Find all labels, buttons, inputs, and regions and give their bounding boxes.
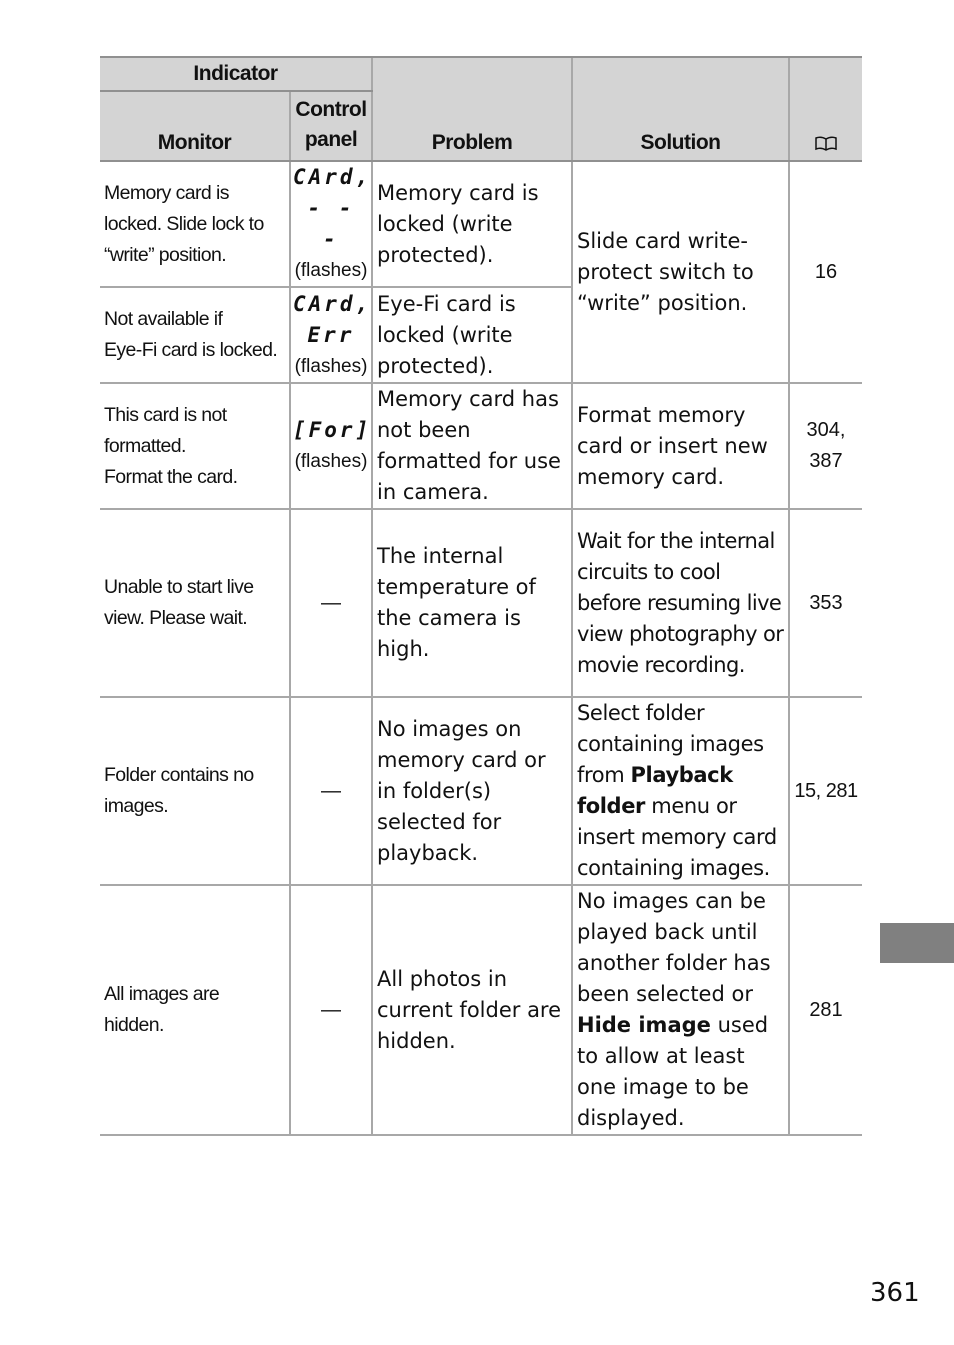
problem-text: The internal temperature of the camera is high. bbox=[372, 509, 572, 697]
problem-text: All photos in current folder are hidden. bbox=[372, 885, 572, 1135]
monitor-message: Folder contains no images. bbox=[100, 697, 290, 885]
page-reference: 281 bbox=[789, 885, 862, 1135]
problem-text: No images on memory card or in folder(s) selected for playback. bbox=[372, 697, 572, 885]
flashes-note: (flashes) bbox=[294, 260, 368, 281]
control-panel-indicator: — bbox=[290, 697, 372, 885]
monitor-message: Unable to start live view. Please wait. bbox=[100, 509, 290, 697]
flashes-note: (flashes) bbox=[294, 355, 368, 377]
table-row bbox=[100, 161, 862, 287]
header-row-1 bbox=[100, 57, 862, 91]
control-panel-indicator bbox=[290, 383, 372, 509]
problem-text: Memory card has not been formatted for use in camera. bbox=[372, 383, 572, 509]
lcd-text: CArd, bbox=[293, 165, 372, 189]
table-row bbox=[100, 885, 862, 1135]
header-monitor: Monitor bbox=[100, 91, 290, 161]
page-reference: 353 bbox=[789, 509, 862, 697]
menu-name: Playback folder bbox=[577, 763, 733, 818]
control-panel-indicator: — bbox=[290, 885, 372, 1135]
header-indicator: Indicator bbox=[100, 57, 372, 91]
solution-text: No images can be played back until another folder has been selected or Hide image used to allow at least one image to be displayed. bbox=[572, 885, 789, 1135]
control-panel-indicator bbox=[290, 287, 372, 383]
page-number: 361 bbox=[870, 1278, 920, 1308]
table-row bbox=[100, 697, 862, 885]
control-panel-indicator: — bbox=[290, 509, 372, 697]
table-row bbox=[100, 383, 862, 509]
problem-text: Memory card is locked (write protected). bbox=[372, 161, 572, 287]
page-reference: 15, 281 bbox=[789, 697, 862, 885]
monitor-message: All images are hidden. bbox=[100, 885, 290, 1135]
solution-text: Wait for the internal circuits to cool before resuming live view photography or movie recording. bbox=[572, 509, 789, 697]
lcd-text: - - - bbox=[307, 196, 355, 251]
troubleshooting-table bbox=[100, 56, 862, 1136]
page-reference: 16 bbox=[789, 161, 862, 383]
lcd-text: Err bbox=[307, 322, 355, 347]
control-panel-indicator bbox=[290, 161, 372, 287]
flashes-note: (flashes) bbox=[294, 451, 368, 472]
lcd-text: [For] bbox=[293, 418, 372, 442]
table-row bbox=[100, 509, 862, 697]
monitor-message: Not available if Eye-Fi card is locked. bbox=[100, 287, 290, 383]
header-control-panel: Control panel bbox=[290, 91, 372, 161]
book-icon bbox=[814, 135, 838, 151]
solution-text: Slide card write-protect switch to “write” position. bbox=[572, 161, 789, 383]
solution-text: Select folder containing images from Playback folder menu or insert memory card containing images. bbox=[572, 697, 789, 885]
problem-text: Eye-Fi card is locked (write protected). bbox=[372, 287, 572, 383]
lcd-text: CArd, bbox=[293, 291, 372, 316]
header-problem: Problem bbox=[372, 57, 572, 161]
page-reference: 304, 387 bbox=[789, 383, 862, 509]
header-page-ref bbox=[789, 57, 862, 161]
monitor-message: This card is not formatted. Format the card. bbox=[100, 383, 290, 509]
monitor-message: Memory card is locked. Slide lock to “write” position. bbox=[100, 161, 290, 287]
header-solution: Solution bbox=[572, 57, 789, 161]
solution-text: Format memory card or insert new memory card. bbox=[572, 383, 789, 509]
menu-item-name: Hide image bbox=[577, 1013, 711, 1037]
section-tab bbox=[880, 923, 954, 963]
